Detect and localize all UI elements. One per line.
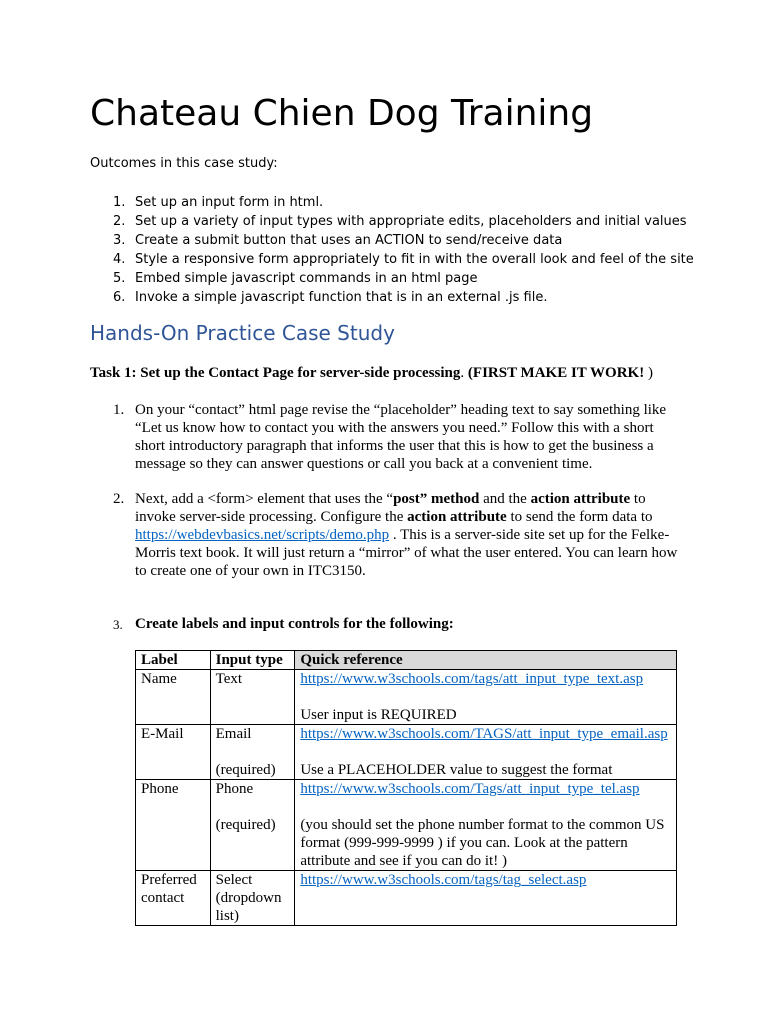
list-item xyxy=(90,250,694,269)
type-text: Email xyxy=(215,726,252,742)
step-text: On your “contact” html page revise the “placeholder” heading text to say something like “Let us know how to contact you with the answers you need.” Follow this with a short short introductory paragraph that informs the user that this is how to get the business a message so they can answer questions or call you back at a convenient time. xyxy=(135,402,667,472)
reference-cell xyxy=(295,780,677,871)
list-item xyxy=(90,269,690,288)
label-cell: Phone xyxy=(136,780,211,871)
reference-link[interactable]: https://www.w3schools.com/Tags/att_input_type_tel.asp xyxy=(300,781,640,797)
reference-link[interactable]: https://www.w3schools.com/TAGS/att_input_type_email.asp xyxy=(300,726,668,742)
reference-table xyxy=(135,650,677,926)
step-bold-action: action attribute xyxy=(530,491,631,507)
table-row xyxy=(136,670,677,725)
step-text xyxy=(135,490,680,580)
list-item-text: Set up an input form in html. xyxy=(135,195,324,210)
list-item-text: Set up a variety of input types with appropriate edits, placeholders and initial values xyxy=(135,214,687,229)
reference-note: Use a PLACEHOLDER value to suggest the format xyxy=(300,762,613,778)
section-heading: Hands-On Practice Case Study xyxy=(90,321,395,345)
column-header: Quick reference xyxy=(295,651,677,670)
list-number: 4. xyxy=(113,252,126,267)
label-cell: E-Mail xyxy=(136,725,211,780)
reference-cell xyxy=(295,670,677,725)
step-number: 3. xyxy=(113,617,123,632)
list-item-text: Create a submit button that uses an ACTION to send/receive data xyxy=(135,233,563,248)
table-row xyxy=(136,725,677,780)
type-cell xyxy=(210,780,295,871)
reference-link[interactable]: https://www.w3schools.com/tags/att_input_type_text.asp xyxy=(300,671,644,687)
task-emphasis: (FIRST MAKE IT WORK! xyxy=(467,365,645,381)
step-text: Create labels and input controls for the following: xyxy=(135,616,454,632)
step-number: 1. xyxy=(113,402,125,418)
outcomes-intro: Outcomes in this case study: xyxy=(90,156,278,171)
table-row xyxy=(136,871,677,926)
label-cell: Preferred contact xyxy=(136,871,211,926)
step-text-part: Next, add a <form> element that uses the “ xyxy=(135,491,394,507)
list-item xyxy=(90,212,690,231)
label-cell: Name xyxy=(136,670,211,725)
list-number: 6. xyxy=(113,290,126,305)
task-title: Task 1: Set up the Contact Page for server-side processing xyxy=(90,365,461,381)
step-bold-action: action attribute xyxy=(407,509,507,525)
type-text: Text xyxy=(215,671,243,687)
demo-link[interactable]: https://webdevbasics.net/scripts/demo.php xyxy=(135,527,390,543)
type-text: Phone xyxy=(215,781,254,797)
type-required: (required) xyxy=(215,817,276,833)
list-number: 5. xyxy=(113,271,126,286)
column-header: Label xyxy=(136,651,211,670)
task-end: ) xyxy=(644,365,653,381)
reference-note: (you should set the phone number format to the common US format (999-999-9999 ) if you can. Look at the pattern attribute and see if you can do it! ) xyxy=(300,817,665,869)
type-required: (required) xyxy=(215,762,276,778)
step-text-part: to invoke server-side processing. Configure the xyxy=(135,491,646,525)
column-header: Input type xyxy=(210,651,295,670)
reference-cell xyxy=(295,725,677,780)
type-cell xyxy=(210,871,295,926)
list-item xyxy=(90,231,690,250)
task-punct: . xyxy=(460,365,468,381)
reference-note: User input is REQUIRED xyxy=(300,707,457,723)
list-item xyxy=(90,193,690,212)
list-item-text: Invoke a simple javascript function that is in an external .js file. xyxy=(135,290,548,305)
table-row xyxy=(136,780,677,871)
page-title: Chateau Chien Dog Training xyxy=(90,93,594,134)
reference-cell xyxy=(295,871,677,926)
list-item xyxy=(90,288,690,307)
type-cell xyxy=(210,725,295,780)
step-bold-post: post” method xyxy=(393,491,480,507)
step-number: 2. xyxy=(113,491,125,507)
list-number: 1. xyxy=(113,195,126,210)
task-heading xyxy=(90,364,653,382)
step-text-part: to send the form data to xyxy=(506,509,653,525)
list-number: 3. xyxy=(113,233,126,248)
list-number: 2. xyxy=(113,214,126,229)
type-cell xyxy=(210,670,295,725)
table-header-row xyxy=(136,651,677,670)
step-text-part: . This is a server-side site set up for the Felke-Morris text book. It will just return a “mirror” of what the user entered. You can learn how to create one of your own in ITC3150. xyxy=(135,527,678,579)
list-item-text: Embed simple javascript commands in an html page xyxy=(135,271,478,286)
reference-link[interactable]: https://www.w3schools.com/tags/tag_select.asp xyxy=(300,872,587,888)
step-text-part: and the xyxy=(479,491,531,507)
list-item-text: Style a responsive form appropriately to fit in with the overall look and feel of the site xyxy=(135,252,694,267)
outcomes-list xyxy=(90,193,694,307)
type-text: Select (dropdown list) xyxy=(215,872,282,924)
